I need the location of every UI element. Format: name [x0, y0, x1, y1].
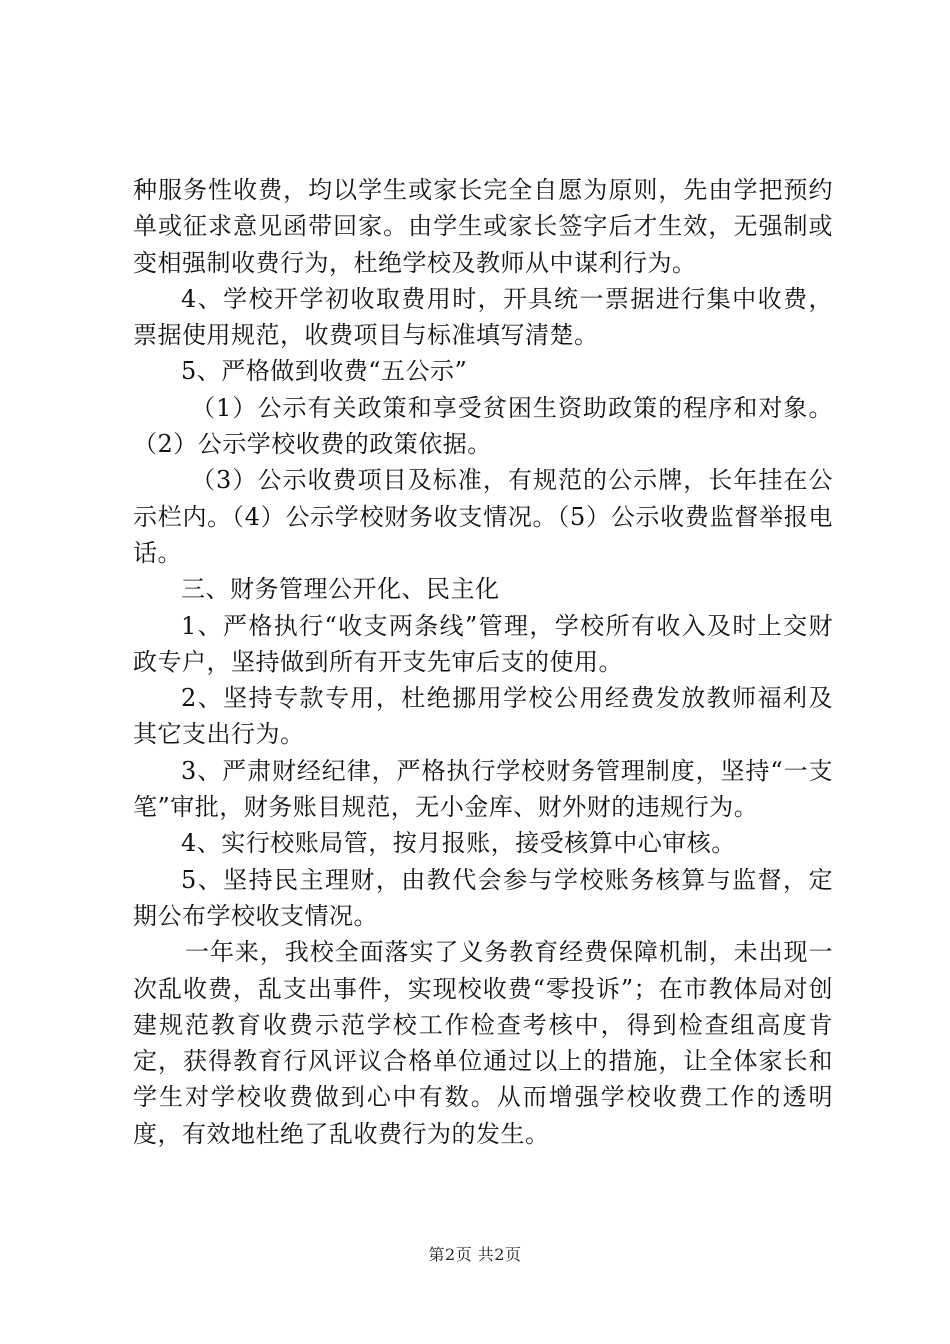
paragraph-item-5-five-publicity: 5、严格做到收费“五公示” — [181, 357, 468, 386]
paragraph-service-fees: 种服务性收费，均以学生或家长完全自愿为原则，先由学把预约单或征求意见函带回家。由学生或家长签字后才生效，无强制或变相强制收费行为，杜绝学校及教师从中谋利行为。 — [133, 176, 833, 277]
paragraph-finance-4: 4、实行校账局管，按月报账，接受核算中心审核。 — [181, 829, 736, 858]
paragraph-finance-5: 5、坚持民主理财，由教代会参与学校账务核算与监督，定期公布学校收支情况。 — [133, 865, 833, 930]
page-number-footer: 第2页 共2页 — [428, 1245, 522, 1264]
paragraph-publicity-3-5: （3）公示收费项目及标准，有规范的公示牌，长年挂在公示栏内。（4）公示学校财务收支情况。（5）公示收费监督举报电话。 — [133, 466, 833, 567]
paragraph-finance-1: 1、严格执行“收支两条线”管理，学校所有收入及时上交财政专户，坚持做到所有开支先审后支的使用。 — [133, 611, 833, 676]
paragraph-finance-3: 3、严肃财经纪律，严格执行学校财务管理制度，坚持“一支笔”审批，财务账目规范，无小金库、财外财的违规行为。 — [133, 756, 833, 822]
paragraph-publicity-1-2: （1）公示有关政策和享受贫困生资助政策的程序和对象。（2）公示学校收费的政策依据。 — [133, 393, 833, 459]
paragraph-item-4-receipts: 4、学校开学初收取费用时，开具统一票据进行集中收费，票据使用规范，收费项目与标准填写清楚。 — [133, 284, 833, 350]
paragraph-finance-2: 2、坚持专款专用，杜绝挪用学校公用经费发放教师福利及其它支出行为。 — [133, 684, 833, 749]
section-heading-finance: 三、财务管理公开化、民主化 — [181, 575, 500, 604]
document-body — [133, 172, 833, 1152]
paragraph-summary: 一年来，我校全面落实了义务教育经费保障机制，未出现一次乱收费，乱支出事件，实现校收费“零投诉”；在市教体局对创建规范教育收费示范学校工作检查考核中，得到检查组高度肯定，获得教育行风评议合格单位通过以上的措施，让全体家长和学生对学校收费做到心中有数。从而增强学校收费工作的透明度，有效地杜绝了乱收费行为的发生。 — [133, 938, 833, 1148]
